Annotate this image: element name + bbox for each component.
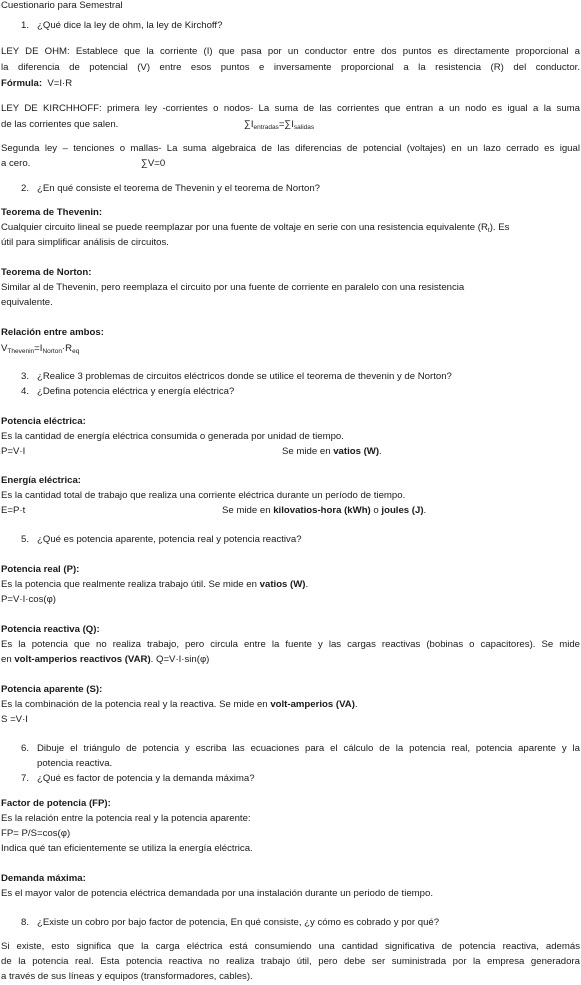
- power-factor-line3: Indica qué tan eficientemente se utiliza la energía eléctrica.: [1, 843, 253, 854]
- question-7: [21, 772, 255, 785]
- answer-8-line1: Si existe, esto significa que la carga eléctrica está consumiendo una cantidad significativa de potencia reactiva, además: [1, 941, 580, 952]
- question-text: ¿En qué consiste el teorema de Thevenin y el teorema de Norton?: [37, 183, 321, 194]
- energy-heading: Energía eléctrica:: [1, 475, 81, 486]
- kirchhoff-paragraph-line2: de las corrientes que salen.: [1, 119, 119, 130]
- formula-eq: =∑I: [278, 119, 294, 130]
- power-formula: P=V·I: [1, 446, 26, 457]
- unit-prefix: Se mide en: [222, 505, 274, 516]
- question-text: ¿Qué es factor de potencia y la demanda máxima?: [37, 773, 255, 784]
- question-text: ¿Defina potencia eléctrica y energía eléctrica?: [37, 386, 235, 397]
- norton-line1: Similar al de Thevenin, pero reemplaza el circuito por una fuente de corriente en paralelo con una resistencia: [1, 282, 465, 293]
- thevenin-text-a: Cualquier circuito lineal se puede reemplazar por una fuente de voltaje en serie con una resistencia equivalente (R: [1, 222, 488, 233]
- power-unit: [282, 445, 382, 458]
- kirchhoff-formula: [244, 118, 314, 131]
- power-definition: Es la cantidad de energía eléctrica consumida o generada por unidad de tiempo.: [1, 431, 344, 442]
- apparent-text: Es la combinación de la potencia real y la reactiva. Se mide en: [1, 699, 271, 710]
- formula-value: V=I·R: [47, 78, 73, 89]
- question-number: 2.: [21, 183, 30, 194]
- question-3: [21, 370, 452, 383]
- rel-i: =I: [34, 343, 43, 354]
- rel-r-sub: eq: [72, 348, 80, 355]
- question-text: ¿Existe un cobro por bajo factor de potencia, En qué consiste, ¿y cómo es cobrado y por qué?: [37, 917, 440, 928]
- power-factor-heading: Factor de potencia (FP):: [1, 798, 111, 809]
- thevenin-line1: [1, 221, 580, 234]
- unit-name: vatios (W): [333, 446, 380, 457]
- question-number: 8.: [21, 917, 30, 928]
- ohm-formula: [1, 77, 580, 90]
- rel-v: V: [1, 343, 8, 354]
- answer-8-line3: a través de sus líneas y equipos (transformadores, cables).: [1, 971, 253, 982]
- power-factor-line1: Es la relación entre la potencia real y la potencia aparente:: [1, 813, 251, 824]
- unit-suffix: .: [423, 505, 427, 516]
- second-law-formula: ∑V=0: [141, 158, 166, 169]
- unit-prefix: Se mide en: [282, 446, 334, 457]
- apparent-unit: volt-amperios (VA): [270, 699, 355, 710]
- unit-suffix: .: [379, 446, 382, 457]
- question-number: 3.: [21, 371, 30, 382]
- max-demand-definition: Es el mayor valor de potencia eléctrica demandada por una instalación durante un periodo de tiempo.: [1, 888, 433, 899]
- question-number: 5.: [21, 534, 30, 545]
- real-power-heading: Potencia real (P):: [1, 564, 80, 575]
- energy-unit: [222, 504, 426, 517]
- question-text: ¿Qué es potencia aparente, potencia real y potencia reactiva?: [37, 534, 302, 545]
- energy-definition: Es la cantidad total de trabajo que realiza una corriente eléctrica durante un período de tiempo.: [1, 490, 406, 501]
- unit-kwh: kilovatios-hora (kWh): [273, 505, 371, 516]
- rel-r: ·R: [61, 343, 73, 354]
- norton-line2: equivalente.: [1, 297, 53, 308]
- apparent-power-heading: Potencia aparente (S):: [1, 684, 103, 695]
- thevenin-heading: Teorema de Thevenin:: [1, 207, 103, 218]
- question-6: [21, 742, 580, 771]
- relation-heading: Relación entre ambos:: [1, 327, 104, 338]
- question-text: ¿Realice 3 problemas de circuitos eléctricos donde se utilice el teorema de thevenin y de Norton?: [37, 371, 452, 382]
- reactive-unit: volt-amperios reactivos (VAR): [14, 654, 151, 665]
- apparent-suffix: .: [354, 699, 358, 710]
- answer-8-line2: de la potencia real. Esta potencia reactiva no realiza trabajo útil, pero debe ser suministrada por la empresa generadora: [1, 956, 580, 967]
- reactive-power-line1: Es la potencia que no realiza trabajo, pero circula entre la fuente y las cargas reactivas (bobinas o capacitores). Se mide: [1, 639, 580, 650]
- apparent-power-formula: S =V·I: [1, 714, 28, 725]
- question-text-line1: Dibuje el triángulo de potencia y escriba las ecuaciones para el cálculo de la potencia real, potencia aparente y la: [37, 743, 580, 754]
- real-power-formula: P=V·I·cos(φ): [1, 594, 56, 605]
- question-4: [21, 385, 234, 398]
- formula-sub-salidas: salidas: [293, 124, 315, 131]
- second-law-line1: Segunda ley – tenciones o mallas- La suma algebraica de las diferencias de potencial (voltajes) en un lazo cerrado es igual: [1, 143, 580, 154]
- formula-sum: ∑I: [244, 119, 254, 130]
- question-1: [21, 19, 222, 32]
- apparent-power-definition: [1, 698, 580, 711]
- question-text: ¿Qué dice la ley de ohm, la ley de Kirchoff?: [37, 20, 223, 31]
- formula-label: Fórmula:: [1, 78, 43, 89]
- rel-i-sub: Norton: [42, 348, 62, 355]
- rel-v-sub: Thevenin: [7, 348, 35, 355]
- real-text: Es la potencia que realmente realiza trabajo útil. Se mide en: [1, 579, 260, 590]
- max-demand-heading: Demanda máxima:: [1, 873, 86, 884]
- energy-formula: E=P·t: [1, 505, 26, 516]
- real-power-definition: [1, 578, 580, 591]
- relation-formula: [1, 342, 580, 355]
- thevenin-sub: t: [487, 227, 490, 234]
- unit-joules: joules (J): [381, 505, 424, 516]
- power-factor-formula: FP= P/S=cos(φ): [1, 828, 71, 839]
- kirchhoff-paragraph-line1: LEY DE KIRCHHOFF: primera ley -corrientes o nodos- La suma de las corrientes que entran a un nodo es igual a la suma: [1, 103, 580, 114]
- real-unit: vatios (W): [259, 579, 306, 590]
- ohm-paragraph-line2: la diferencia de potencial (V) entre esos puntos e inversamente proporcional a la resistencia (R) del conductor.: [1, 62, 580, 73]
- thevenin-line2: útil para simplificar análisis de circuitos.: [1, 237, 169, 248]
- formula-sub-entradas: entradas: [253, 124, 279, 131]
- real-suffix: .: [305, 579, 309, 590]
- question-number: 1.: [21, 20, 30, 31]
- question-number: 6.: [21, 743, 30, 754]
- question-8: [21, 916, 439, 929]
- question-text-line2: potencia reactiva.: [37, 758, 113, 770]
- thevenin-text-b: ). Es: [489, 222, 510, 233]
- unit-or: o: [370, 505, 382, 516]
- question-5: [21, 533, 302, 546]
- question-2: [21, 182, 320, 195]
- question-number: 4.: [21, 386, 30, 397]
- power-heading: Potencia eléctrica:: [1, 416, 86, 427]
- second-law-line2: a cero.: [1, 158, 31, 169]
- reactive-formula: . Q=V·I·sin(φ): [150, 654, 210, 665]
- document-title: Cuestionario para Semestral: [1, 0, 123, 11]
- norton-heading: Teorema de Norton:: [1, 267, 92, 278]
- question-number: 7.: [21, 773, 30, 784]
- reactive-power-line2: [1, 653, 580, 666]
- reactive-prefix: en: [1, 654, 15, 665]
- reactive-power-heading: Potencia reactiva (Q):: [1, 624, 100, 635]
- ohm-paragraph-line1: LEY DE OHM: Establece que la corriente (I) que pasa por un conductor entre dos puntos es directamente proporcional a: [1, 46, 580, 57]
